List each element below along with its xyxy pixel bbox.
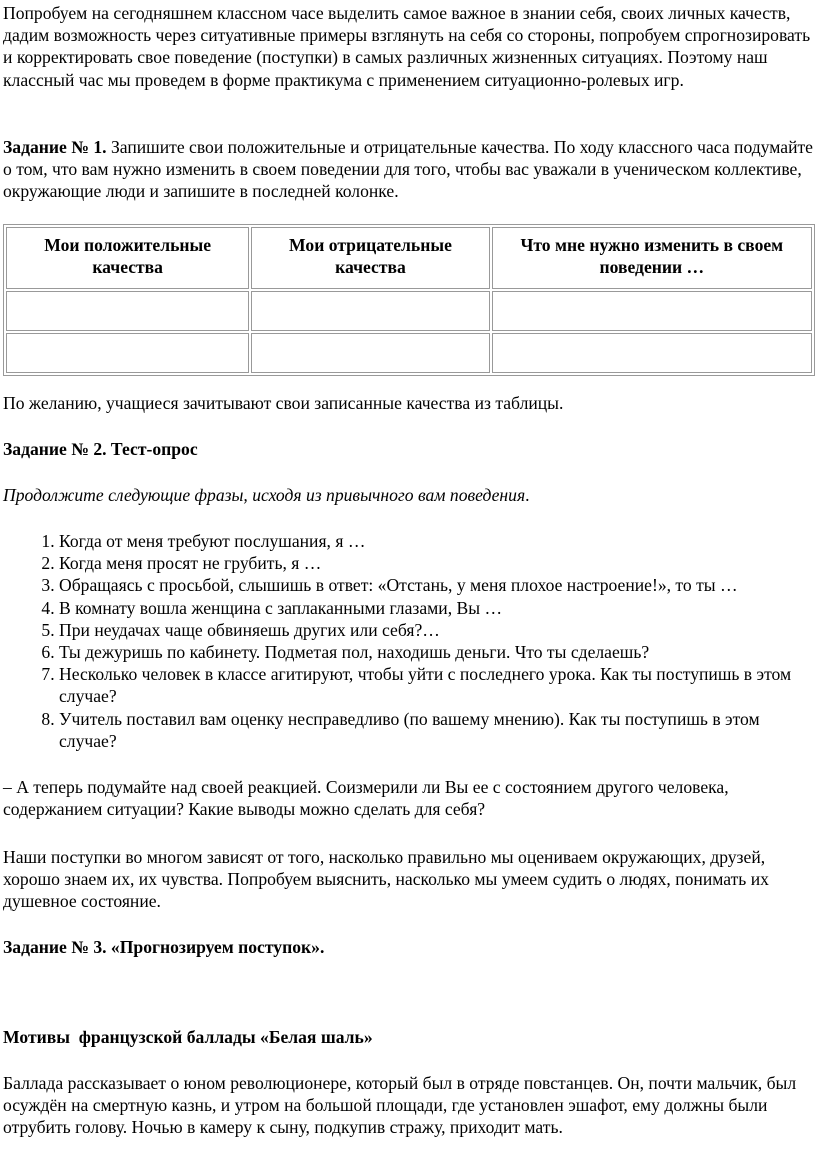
list-item: 7. Несколько человек в классе агитируют, чтобы уйти с последнего урока. Как ты поступишь в этом случае?	[59, 663, 815, 707]
task2-instruction	[3, 484, 530, 506]
ballad-paragraph: Баллада рассказывает о юном революционере, который был в отряде повстанцев. Он, почти мальчик, был осуждён на смертную казнь, и утром на большой площади, где установлен эшафот, ему должны были отрубить голову. Ночью в камеру к сыну, подкупив стражу, приходит мать.	[3, 1073, 797, 1138]
list-item: 8. Учитель поставил вам оценку несправедливо (по вашему мнению). Как ты поступишь в этом случае?	[59, 708, 815, 752]
header-negative: Мои отрицательные качества	[251, 227, 489, 289]
table-row	[6, 291, 812, 331]
table-cell	[251, 291, 489, 331]
task2-title: Задание № 2. Тест-опрос	[3, 439, 198, 459]
list-item: 3. Обращаясь с просьбой, слышишь в ответ: «Отстань, у меня плохое настроение!», то ты …	[59, 574, 815, 596]
header-change: Что мне нужно изменить в своем поведении …	[492, 227, 812, 289]
list-item: 1. Когда от меня требуют послушания, я …	[59, 530, 815, 552]
table-cell	[492, 291, 812, 331]
list-item: 5. При неудачах чаще обвиняешь других или себя?…	[59, 619, 815, 641]
task1-label: Задание № 1.	[3, 137, 107, 157]
task1-text: Запишите свои положительные и отрицательные качества. По ходу классного часа подумайте о том, что вам нужно изменить в своем поведении для того, чтобы вас уважали в ученическом коллективе, окружающие люди и запишите в последней колонке.	[3, 137, 813, 202]
table-cell	[492, 333, 812, 373]
intro-paragraph: Попробуем на сегодняшнем классном часе выделить самое важное в знании себя, своих личных качеств, дадим возможность через ситуативные примеры взглянуть на себя со стороны, попробуем спрогнозировать и корректировать свое поведение (поступки) в самых различных жизненных ситуациях. Поэтому наш классный час мы проведем в форме практикума с применением ситуационно-ролевых игр.	[3, 3, 811, 90]
table-cell	[251, 333, 489, 373]
table-row	[6, 333, 812, 373]
test-questions-list	[3, 530, 815, 752]
after-table-paragraph: По желанию, учащиеся зачитывают свои записанные качества из таблицы.	[3, 393, 564, 413]
list-item: 4. В комнату вошла женщина с заплаканными глазами, Вы …	[59, 597, 815, 619]
table-cell	[6, 333, 249, 373]
list-item: 2. Когда меня просят не грубить, я …	[59, 552, 815, 574]
header-positive: Мои положительные качества	[6, 227, 249, 289]
table-cell	[6, 291, 249, 331]
ballad-heading: Мотивы французской баллады «Белая шаль»	[3, 1027, 373, 1047]
task3-title: Задание № 3. «Прогнозируем поступок».	[3, 937, 325, 957]
table-header-row	[6, 227, 812, 289]
reflection-paragraph: – А теперь подумайте над своей реакцией. Соизмерили ли Вы ее с состоянием другого человека, содержанием ситуации? Какие выводы можно сделать для себя?	[3, 777, 729, 820]
actions-paragraph: Наши поступки во многом зависят от того, насколько правильно мы оцениваем окружающих, друзей, хорошо знаем их, их чувства. Попробуем выяснить, насколько мы умеем судить о людях, понимать их душевное состояние.	[3, 847, 769, 912]
qualities-table	[3, 224, 815, 376]
task2-instruction-end: .	[525, 485, 530, 505]
list-item: 6. Ты дежуришь по кабинету. Подметая пол, находишь деньги. Что ты сделаешь?	[59, 641, 815, 663]
task1-paragraph	[3, 136, 815, 203]
task2-instruction-text: Продолжите следующие фразы, исходя из привычного вам поведения	[3, 485, 526, 505]
